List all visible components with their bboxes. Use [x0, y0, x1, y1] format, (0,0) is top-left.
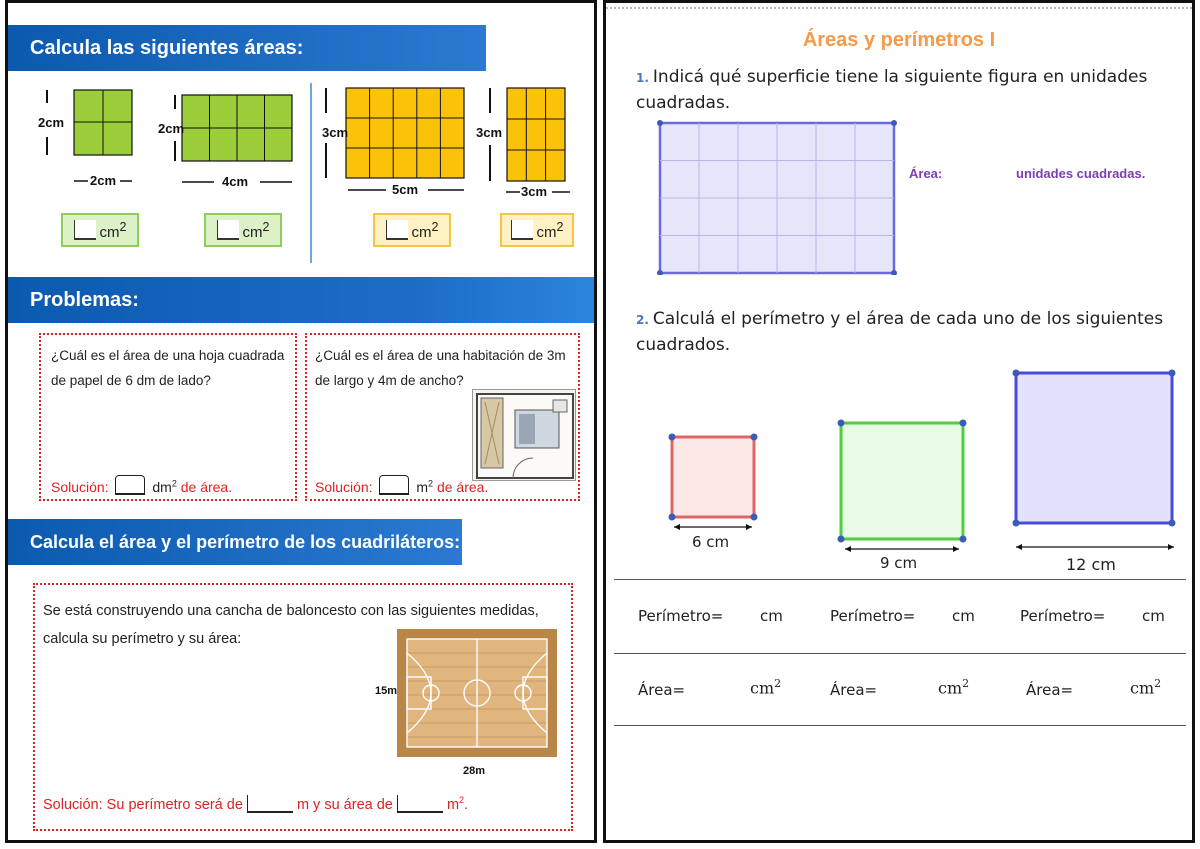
problem-text: ¿Cuál es el área de una hoja cuadrada de papel de 6 dm de lado? [51, 348, 285, 388]
unit-cm2: $cm^2$ [938, 677, 970, 698]
area-label: Área= [830, 681, 878, 699]
question-1 [636, 65, 1181, 116]
answer-box-3[interactable] [373, 213, 451, 247]
unit-label: $cm^2$ [536, 219, 564, 241]
perimeter-label: Perímetro= [638, 607, 724, 625]
answer-blank[interactable] [379, 475, 409, 495]
grid-figure [38, 85, 138, 215]
answer-box-4[interactable] [500, 213, 574, 247]
court-height-label: 15m [375, 685, 398, 697]
question-2 [636, 307, 1181, 358]
square-9cm [835, 417, 971, 572]
area-label: Área: [909, 166, 943, 181]
area-label: Área= [638, 681, 686, 699]
problem-text: Se está construyendo una cancha de baloncesto con las siguientes medidas, calcula su perímetro y su área: [43, 603, 539, 647]
question-number: 2. [636, 313, 649, 327]
problem-box-2 [305, 333, 580, 501]
room-plan-image [472, 389, 576, 481]
solution-line: Solución: $dm^2$ de área. [51, 475, 232, 495]
area-label: Área= [1026, 681, 1074, 699]
dimension-label: 9 cm [880, 554, 918, 572]
height-label: 3cm [322, 125, 349, 140]
unit-cm: cm [1142, 607, 1165, 625]
room-plan-icon [473, 390, 577, 482]
divider [614, 579, 1186, 580]
problem-text: ¿Cuál es el área de una habitación de 3m de largo y 4m de ancho? [315, 348, 566, 388]
dimension-label: 6 cm [692, 533, 730, 551]
grid-rectangle [654, 115, 898, 275]
answer-blank[interactable] [74, 220, 96, 240]
unit-cm2: $cm^2$ [750, 677, 782, 698]
figure-3x3 [476, 83, 596, 213]
answer-box-2[interactable] [204, 213, 282, 247]
unit-cm: cm [760, 607, 783, 625]
height-label: 2cm [38, 115, 65, 130]
square-figure [835, 417, 971, 553]
width-label: 3cm [521, 184, 548, 199]
area-blank[interactable] [397, 795, 443, 813]
basketball-court-image [397, 629, 557, 757]
problem-box-1 [39, 333, 297, 501]
square-12cm [1010, 367, 1180, 577]
perimeter-blank[interactable] [247, 795, 293, 813]
square-6cm [666, 431, 760, 561]
section-title: Calcula las siguientes áreas: [30, 36, 304, 59]
width-label: 5cm [392, 182, 419, 197]
figure-2x2 [38, 85, 138, 215]
page-title: Áreas y perímetros I [802, 29, 996, 51]
solution-line: Solución: Su perímetro será de m y su área de $m^2$. [43, 795, 469, 813]
problem-box-3 [33, 583, 573, 831]
unit-label: $cm^2$ [411, 219, 439, 241]
answer-blank[interactable] [217, 220, 239, 240]
height-label: 2cm [158, 121, 185, 136]
height-label: 3cm [476, 125, 503, 140]
unit-label: $cm^2$ [99, 219, 127, 241]
unit-cm2: $cm^2$ [1130, 677, 1162, 698]
answer-blank[interactable] [511, 220, 533, 240]
figure-3x5 [318, 83, 468, 213]
solution-line: Solución: $m^2$ de área. [315, 475, 488, 495]
question-text: Calculá el perímetro y el área de cada uno de los siguientes cuadrados. [636, 309, 1164, 355]
square-figure [666, 431, 760, 531]
basketball-court-icon [397, 629, 557, 757]
figure-2x4 [158, 85, 298, 215]
grid-figure [158, 85, 298, 215]
question-text: Indicá qué superficie tiene la siguiente figura en unidades cuadradas. [636, 67, 1148, 113]
top-border-decoration [606, 7, 1192, 10]
court-width-label: 28m [463, 765, 486, 777]
divider [614, 653, 1186, 654]
left-worksheet [5, 0, 597, 843]
units-label: unidades cuadradas. [1016, 166, 1146, 181]
section-title: Calcula el área y el perímetro de los cuadriláteros: [30, 531, 461, 552]
width-label: 2cm [90, 173, 117, 188]
unit-cm: cm [952, 607, 975, 625]
section-header-areas [8, 25, 486, 71]
answer-box-1[interactable] [61, 213, 139, 247]
divider [614, 725, 1186, 726]
section-title: Problemas: [30, 288, 139, 311]
width-label: 4cm [222, 174, 249, 189]
dimension-label: 12 cm [1066, 555, 1116, 574]
separator [310, 83, 312, 263]
unit-grid-figure [654, 115, 898, 275]
perimeter-label: Perímetro= [830, 607, 916, 625]
perimeter-label: Perímetro= [1020, 607, 1106, 625]
question-number: 1. [636, 71, 649, 85]
right-worksheet [603, 0, 1195, 843]
section-header-quadrilaterals [8, 519, 462, 565]
section-header-problems [8, 277, 594, 323]
square-figure [1010, 367, 1180, 553]
answer-blank[interactable] [115, 475, 145, 495]
answer-blank[interactable] [386, 220, 408, 240]
unit-label: $cm^2$ [242, 219, 270, 241]
